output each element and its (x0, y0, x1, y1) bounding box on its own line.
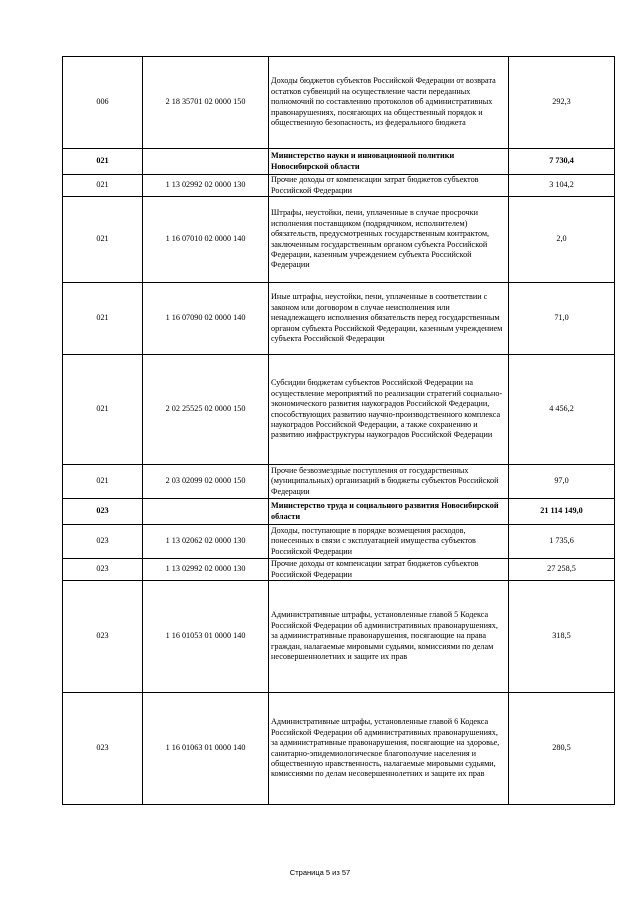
admin-code-cell: 021 (63, 283, 143, 355)
budget-code-cell: 1 13 02992 02 0000 130 (143, 175, 269, 197)
table-row (63, 197, 615, 283)
table-row (63, 581, 615, 693)
table-row (63, 465, 615, 499)
admin-code-cell: 023 (63, 525, 143, 559)
name-cell: Доходы, поступающие в порядке возмещения расходов, понесенных в связи с эксплуатацией имущества субъектов Российской Федерации (269, 525, 509, 559)
table-row (63, 283, 615, 355)
name-cell: Иные штрафы, неустойки, пени, уплаченные в соответствии с законом или договором в случае неисполнения или ненадлежащего исполнения обязательств перед государственным органом субъекта Российской Федерации, казенным учреждением субъекта Российской Федерации (269, 283, 509, 355)
admin-code-cell: 023 (63, 693, 143, 805)
sum-cell: 3 104,2 (509, 175, 615, 197)
admin-code-cell: 023 (63, 581, 143, 693)
admin-code-cell: 021 (63, 465, 143, 499)
table-row (63, 175, 615, 197)
name-cell: Административные штрафы, установленные главой 6 Кодекса Российской Федерации об административных правонарушениях, за административные правонарушения, посягающие на здоровье, санитарно-эпидемиологическое благополучие населения и общественную нравственность, налагаемые мировыми судьями, комиссиями по делам несовершеннолетних и защите их прав (269, 693, 509, 805)
sum-cell: 318,5 (509, 581, 615, 693)
name-cell: Министерство науки и инновационной политики Новосибирской области (269, 149, 509, 175)
sum-cell: 2,0 (509, 197, 615, 283)
budget-code-cell: 1 16 01053 01 0000 140 (143, 581, 269, 693)
name-cell: Прочие доходы от компенсации затрат бюджетов субъектов Российской Федерации (269, 559, 509, 581)
sum-cell: 1 735,6 (509, 525, 615, 559)
admin-code-cell: 023 (63, 499, 143, 525)
sum-cell: 292,3 (509, 57, 615, 149)
name-cell: Прочие доходы от компенсации затрат бюджетов субъектов Российской Федерации (269, 175, 509, 197)
budget-code-cell: 2 18 35701 02 0000 150 (143, 57, 269, 149)
budget-code-cell: 1 16 01063 01 0000 140 (143, 693, 269, 805)
sum-cell: 7 730,4 (509, 149, 615, 175)
budget-code-cell: 1 13 02992 02 0000 130 (143, 559, 269, 581)
budget-code-cell: 1 13 02062 02 0000 130 (143, 525, 269, 559)
name-cell: Министерство труда и социального развития Новосибирской области (269, 499, 509, 525)
page-number: Страница 5 из 57 (289, 868, 351, 877)
admin-code-cell: 021 (63, 197, 143, 283)
ministry-row (63, 149, 615, 175)
name-cell: Субсидии бюджетам субъектов Российской Федерации на осуществление мероприятий по реализации стратегий социально-экономического развития наукоградов Российской Федерации, способствующих развитию научно-производственного комплекса наукоградов Российской Федерации, а также сохранению и развитию инфраструктуры наукоградов Российской Федерации (269, 355, 509, 465)
admin-code-cell: 021 (63, 175, 143, 197)
budget-code-cell: 2 03 02099 02 0000 150 (143, 465, 269, 499)
admin-code-cell: 023 (63, 559, 143, 581)
revenue-table-body (63, 57, 615, 805)
admin-code-cell: 021 (63, 355, 143, 465)
ministry-row (63, 499, 615, 525)
table-row (63, 57, 615, 149)
sum-cell: 280,5 (509, 693, 615, 805)
table-row (63, 693, 615, 805)
name-cell: Административные штрафы, установленные главой 5 Кодекса Российской Федерации об административных правонарушениях, за административные правонарушения, посягающие на права граждан, налагаемые мировыми судьями, комиссиями по делам несовершеннолетних и защите их прав (269, 581, 509, 693)
admin-code-cell: 021 (63, 149, 143, 175)
sum-cell: 27 258,5 (509, 559, 615, 581)
budget-code-cell (143, 149, 269, 175)
budget-code-cell (143, 499, 269, 525)
table-row (63, 525, 615, 559)
sum-cell: 97,0 (509, 465, 615, 499)
revenue-table (62, 56, 615, 805)
sum-cell: 71,0 (509, 283, 615, 355)
budget-code-cell: 2 02 25525 02 0000 150 (143, 355, 269, 465)
table-row (63, 355, 615, 465)
sum-cell: 4 456,2 (509, 355, 615, 465)
admin-code-cell: 006 (63, 57, 143, 149)
sum-cell: 21 114 149,0 (509, 499, 615, 525)
name-cell: Прочие безвозмездные поступления от государственных (муниципальных) организаций в бюджеты субъектов Российской Федерации (269, 465, 509, 499)
name-cell: Доходы бюджетов субъектов Российской Федерации от возврата остатков субвенций на осуществление части переданных полномочий по составлению протоколов об административных правонарушениях, посягающих на общественный порядок и общественную безопасность, из федерального бюджета (269, 57, 509, 149)
budget-code-cell: 1 16 07090 02 0000 140 (143, 283, 269, 355)
budget-code-cell: 1 16 07010 02 0000 140 (143, 197, 269, 283)
table-row (63, 559, 615, 581)
name-cell: Штрафы, неустойки, пени, уплаченные в случае просрочки исполнения поставщиком (подрядчиком, исполнителем) обязательств, предусмотренных государственным контрактом, заключенным государственным органом субъекта Российской Федерации, казенным учреждением субъекта Российской Федерации (269, 197, 509, 283)
